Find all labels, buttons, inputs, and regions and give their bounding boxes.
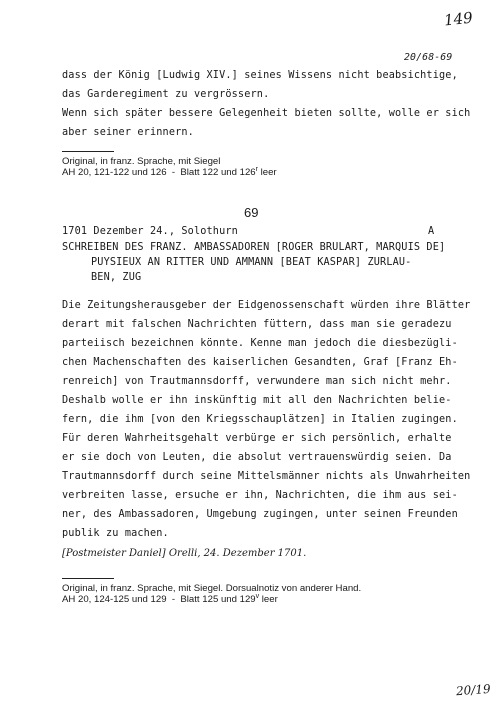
header-reference: 20/68-69 xyxy=(404,52,453,63)
text-line: Für deren Wahrheitsgehalt verbürge er sich persönlich, erhalte xyxy=(62,433,452,444)
text-line: er sie doch von Leuten, die absolut vertrauenswürdig seien. Da xyxy=(62,452,452,463)
text-line: fern, die ihm [von den Kriegsschauplätzen] in Italien zugingen. xyxy=(62,414,458,425)
heading-line: BEN, ZUG xyxy=(91,272,142,283)
source-note-line: AH 20, 124-125 und 129 - Blatt 125 und 129$^v$ leer xyxy=(62,592,278,605)
text-line: chen Machenschaften des kaiserlichen Gesandten, Graf [Franz Eh- xyxy=(62,357,458,368)
text-line: Deshalb wolle er ihn inskünftig mit all den Nachrichten belie- xyxy=(62,395,452,406)
text-line: derart mit falschen Nachrichten füttern, dass man sie geradezu xyxy=(62,319,452,330)
text-line: Wenn sich später bessere Gelegenheit bieten sollte, wolle er sich xyxy=(62,108,471,119)
text-line: parteiisch bezeichnen könnte. Kenne man jedoch die diesbezügli- xyxy=(62,338,458,349)
text-line: aber seiner erinnern. xyxy=(62,127,194,138)
footnote-divider xyxy=(62,151,114,152)
source-note-line: Original, in franz. Sprache, mit Siegel. Dorsualnotiz von anderer Hand. xyxy=(62,583,362,594)
source-note-line: Original, in franz. Sprache, mit Siegel xyxy=(62,156,221,167)
text-line: renreich] von Trautmannsdorff, verwundere man sich nicht mehr. xyxy=(62,376,452,387)
footnote-divider xyxy=(62,578,114,579)
date-place-line: 1701 Dezember 24., Solothurn xyxy=(62,226,238,237)
document-number: 69 xyxy=(244,205,259,220)
heading-line: SCHREIBEN DES FRANZ. AMBASSADOREN [ROGER BRULART, MARQUIS DE] xyxy=(62,242,446,253)
source-note-line: AH 20, 121-122 und 126 - Blatt 122 und 126$^r$ leer xyxy=(62,165,277,178)
text-line: ner, des Ambassadoren, Umgebung zugingen, unter seinen Freunden xyxy=(62,509,458,520)
handwritten-page-number: 149 xyxy=(443,8,474,30)
text-line: publik zu machen. xyxy=(62,528,169,539)
text-line: dass der König [Ludwig XIV.] seines Wissens nicht beabsichtige, xyxy=(62,70,458,81)
date-marker: A xyxy=(428,226,435,237)
text-line: das Garderegiment zu vergrössern. xyxy=(62,89,270,100)
handwritten-footer-number: 20/19 xyxy=(455,681,492,699)
postmaster-line: [Postmeister Daniel] Orelli, 24. Dezember 1701. xyxy=(62,548,307,559)
heading-line: PUYSIEUX AN RITTER UND AMMANN [BEAT KASPAR] ZURLAU- xyxy=(91,257,412,268)
text-line: Trautmannsdorff durch seine Mittelsmänner nichts als Unwahrheiten xyxy=(62,471,471,482)
text-line: verbreiten lasse, ersuche er ihn, Nachrichten, die ihm aus sei- xyxy=(62,490,458,501)
text-line: Die Zeitungsherausgeber der Eidgenossenschaft würden ihre Blätter xyxy=(62,300,471,311)
